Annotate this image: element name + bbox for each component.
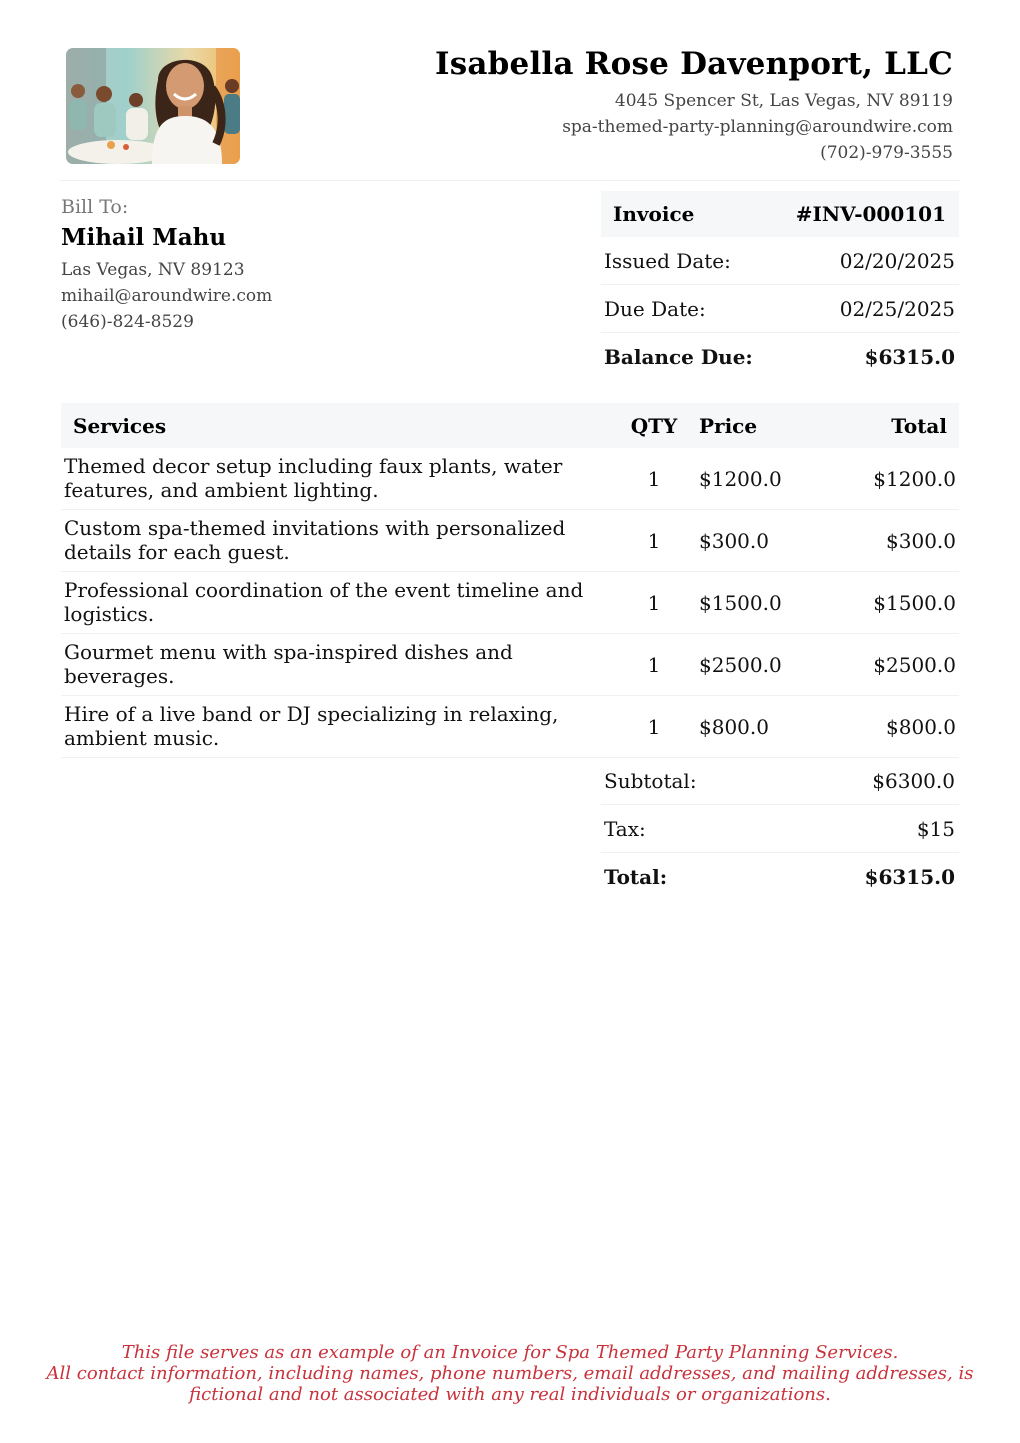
- disclaimer-footer: [20, 1342, 1000, 1405]
- issued-date-label: Issued Date:: [604, 248, 731, 273]
- subtotal-value: $6300.0: [872, 768, 955, 793]
- bill-to-block: [61, 196, 272, 335]
- service-price: $300.0: [695, 510, 829, 572]
- client-name: Mihail Mahu: [61, 224, 227, 251]
- invoice-number: #INV-000101: [795, 202, 946, 226]
- client-address: Las Vegas, NV 89123: [61, 260, 245, 280]
- table-row: [61, 634, 959, 696]
- issued-date-value: 02/20/2025: [839, 248, 955, 273]
- header-services: Services: [61, 403, 613, 448]
- balance-due-label: Balance Due:: [604, 344, 753, 369]
- tax-label: Tax:: [604, 816, 646, 841]
- company-address: 4045 Spencer St, Las Vegas, NV 89119: [614, 91, 953, 111]
- table-row: [61, 448, 959, 510]
- invoice-meta: [601, 191, 959, 380]
- balance-due-value: $6315.0: [864, 344, 955, 369]
- service-total: $1500.0: [829, 572, 959, 634]
- subtotal-label: Subtotal:: [604, 768, 697, 793]
- disclaimer-line-2: All contact information, including names, phone numbers, email addresses, and mailing addresses, is fictional and not associated with any real individuals or organizations.: [46, 1363, 974, 1405]
- table-row: [61, 572, 959, 634]
- service-total: $2500.0: [829, 634, 959, 696]
- disclaimer-line-1: This file serves as an example of an Invoice for Spa Themed Party Planning Services.: [121, 1342, 899, 1363]
- services-table: [61, 403, 959, 758]
- service-price: $1200.0: [695, 448, 829, 510]
- company-info: [435, 46, 953, 166]
- service-price: $2500.0: [695, 634, 829, 696]
- tax-row: [601, 805, 959, 853]
- totals-block: [601, 757, 959, 900]
- due-date-row: [601, 285, 959, 333]
- tax-value: $15: [916, 816, 955, 841]
- service-qty: 1: [613, 696, 695, 758]
- service-total: $1200.0: [829, 448, 959, 510]
- company-logo-photo: [66, 48, 240, 164]
- service-description: Professional coordination of the event timeline and logistics.: [61, 572, 613, 634]
- total-row: [601, 853, 959, 900]
- company-phone: (702)-979-3555: [820, 143, 953, 163]
- service-qty: 1: [613, 448, 695, 510]
- service-description: Hire of a live band or DJ specializing in relaxing, ambient music.: [61, 696, 613, 758]
- header-qty: QTY: [613, 403, 695, 448]
- service-qty: 1: [613, 634, 695, 696]
- service-price: $800.0: [695, 696, 829, 758]
- client-email[interactable]: mihail@aroundwire.com: [61, 286, 273, 306]
- service-price: $1500.0: [695, 572, 829, 634]
- service-qty: 1: [613, 572, 695, 634]
- issued-date-row: [601, 237, 959, 285]
- service-qty: 1: [613, 510, 695, 572]
- bill-to-label: Bill To:: [61, 196, 129, 218]
- balance-due-row: [601, 333, 959, 380]
- company-email[interactable]: spa-themed-party-planning@aroundwire.com: [562, 117, 953, 137]
- header-total: Total: [829, 403, 959, 448]
- company-name: Isabella Rose Davenport, LLC: [435, 46, 953, 82]
- invoice-label: Invoice: [613, 202, 695, 226]
- service-description: Gourmet menu with spa-inspired dishes and beverages.: [61, 634, 613, 696]
- due-date-label: Due Date:: [604, 296, 706, 321]
- invoice-header-row: [601, 191, 959, 237]
- header-divider: [60, 180, 960, 181]
- client-phone: (646)-824-8529: [61, 312, 194, 332]
- service-total: $800.0: [829, 696, 959, 758]
- services-header-row: [61, 403, 959, 448]
- total-value: $6315.0: [864, 864, 955, 889]
- service-description: Custom spa-themed invitations with personalized details for each guest.: [61, 510, 613, 572]
- subtotal-row: [601, 757, 959, 805]
- due-date-value: 02/25/2025: [839, 296, 955, 321]
- header-price: Price: [695, 403, 829, 448]
- total-label: Total:: [604, 864, 668, 889]
- table-row: [61, 510, 959, 572]
- service-total: $300.0: [829, 510, 959, 572]
- table-row: [61, 696, 959, 758]
- service-description: Themed decor setup including faux plants, water features, and ambient lighting.: [61, 448, 613, 510]
